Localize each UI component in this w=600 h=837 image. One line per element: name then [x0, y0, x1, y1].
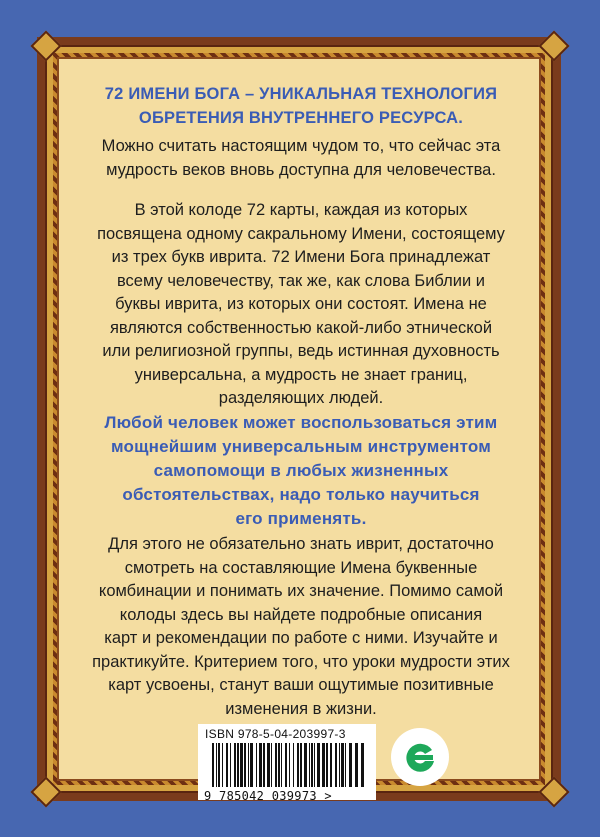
paragraph-3-line: карт и рекомендации по работе с ними. Изучайте и: [104, 629, 498, 647]
paragraph-3-line: практикуйте. Критерием того, что уроки мудрости этих: [92, 652, 510, 671]
barcode-bar: [330, 743, 332, 787]
barcode-bar: [297, 743, 299, 787]
barcode-bar: [300, 743, 302, 787]
barcode-bar: [267, 743, 270, 787]
barcode-bar: [335, 743, 337, 787]
barcode-bar: [250, 743, 253, 787]
paragraph-3-line: смотреть на составляющие Имена буквенные: [124, 558, 478, 577]
barcode-bars: [212, 743, 367, 787]
barcode-bar: [361, 743, 364, 787]
barcode-bar: [218, 743, 220, 787]
barcode-bar: [289, 743, 290, 787]
isbn-label: ISBN 978-5-04-203997-3: [205, 727, 346, 741]
paragraph-2: [69, 199, 533, 411]
barcode-bar: [345, 743, 346, 787]
paragraph-2-line: буквы иврита, из которых они состоят. Имена не: [115, 295, 487, 313]
paragraph-3: [69, 533, 533, 721]
paragraph-3-line: комбинации и понимать их значение. Помимо самой: [98, 582, 504, 600]
barcode-bar: [226, 743, 228, 787]
barcode-bar: [278, 743, 280, 787]
paragraph-3-line: изменения в жизни.: [225, 699, 377, 718]
barcode-bar: [311, 743, 313, 787]
barcode-bar: [275, 743, 277, 787]
barcode-bar: [212, 743, 214, 787]
barcode-number: 9 785042 039973 >: [204, 789, 332, 803]
barcode-bar: [285, 743, 287, 787]
barcode-bar: [259, 743, 262, 787]
highlight-line: его применять.: [235, 509, 367, 528]
paragraph-2-line: всему человечеству, так же, как слова Библии и: [116, 271, 486, 290]
paragraph-2-line: разделяющих людей.: [218, 389, 384, 407]
barcode-bar: [314, 743, 315, 787]
barcode-bar: [326, 743, 328, 787]
paragraph-2-line: универсальна, а мудрость не знает границ,: [134, 365, 468, 384]
paragraph-2-line: посвящена одному сакральному Имени, состоящему: [97, 224, 505, 243]
barcode-bar: [341, 743, 344, 787]
paragraph-2-line: из трех букв иврита. 72 Имени Бога принадлежат: [111, 248, 491, 266]
paragraph-3-line: Для этого не обязательно знать иврит, достаточно: [108, 535, 494, 553]
barcode-bar: [256, 743, 257, 787]
barcode-bar: [222, 743, 223, 787]
paragraph-2-line: являются собственностью какой-либо этнической: [109, 318, 493, 337]
paragraph-1-line: мудрость веков вновь доступна для человечества.: [106, 160, 496, 179]
barcode-bar: [271, 743, 272, 787]
heading-line-2: ОБРЕТЕНИЯ ВНУТРЕННЕГО РЕСУРСА.: [138, 108, 464, 127]
barcode-bar: [339, 743, 340, 787]
barcode-bar: [237, 743, 239, 787]
publisher-e-logo-icon: [391, 728, 449, 786]
paragraph-1: [69, 135, 533, 182]
highlight-paragraph: [69, 411, 533, 531]
paragraph-1-line: Можно считать настоящим чудом то, что сейчас эта: [101, 137, 501, 155]
text-panel: [57, 57, 541, 781]
publisher-logo-badge: [391, 728, 449, 786]
barcode-bar: [216, 743, 217, 787]
barcode-bar: [230, 743, 231, 787]
highlight-line: обстоятельствах, надо только научиться: [122, 485, 480, 504]
barcode-bar: [349, 743, 352, 787]
barcode-bar: [304, 743, 307, 787]
barcode-bar: [355, 743, 358, 787]
barcode-bar: [234, 743, 236, 787]
paragraph-3-line: карт усвоены, станут ваши ощутимые позитивные: [108, 676, 494, 694]
paragraph-3-line: колоды здесь вы найдете подробные описания: [119, 605, 483, 624]
barcode-bar: [244, 743, 246, 787]
heading: [69, 83, 533, 130]
highlight-line: Любой человек может воспользоваться этим: [104, 413, 498, 432]
highlight-line: мощнейшим универсальным инструментом: [110, 437, 492, 456]
paragraph-2-line: или религиозной группы, ведь истинная духовность: [102, 342, 500, 360]
barcode-bar: [263, 743, 265, 787]
barcode-bar: [293, 743, 294, 787]
barcode-bar: [281, 743, 282, 787]
barcode-bar: [322, 743, 325, 787]
barcode-bar: [317, 743, 320, 787]
highlight-line: самопомощи в любых жизненных: [153, 461, 449, 480]
barcode-bar: [309, 743, 310, 787]
barcode-bar: [240, 743, 243, 787]
heading-line-1: 72 ИМЕНИ БОГА – УНИКАЛЬНАЯ ТЕХНОЛОГИЯ: [104, 85, 498, 103]
barcode-bar: [248, 743, 249, 787]
paragraph-2-line: В этой колоде 72 карты, каждая из которых: [134, 201, 468, 219]
